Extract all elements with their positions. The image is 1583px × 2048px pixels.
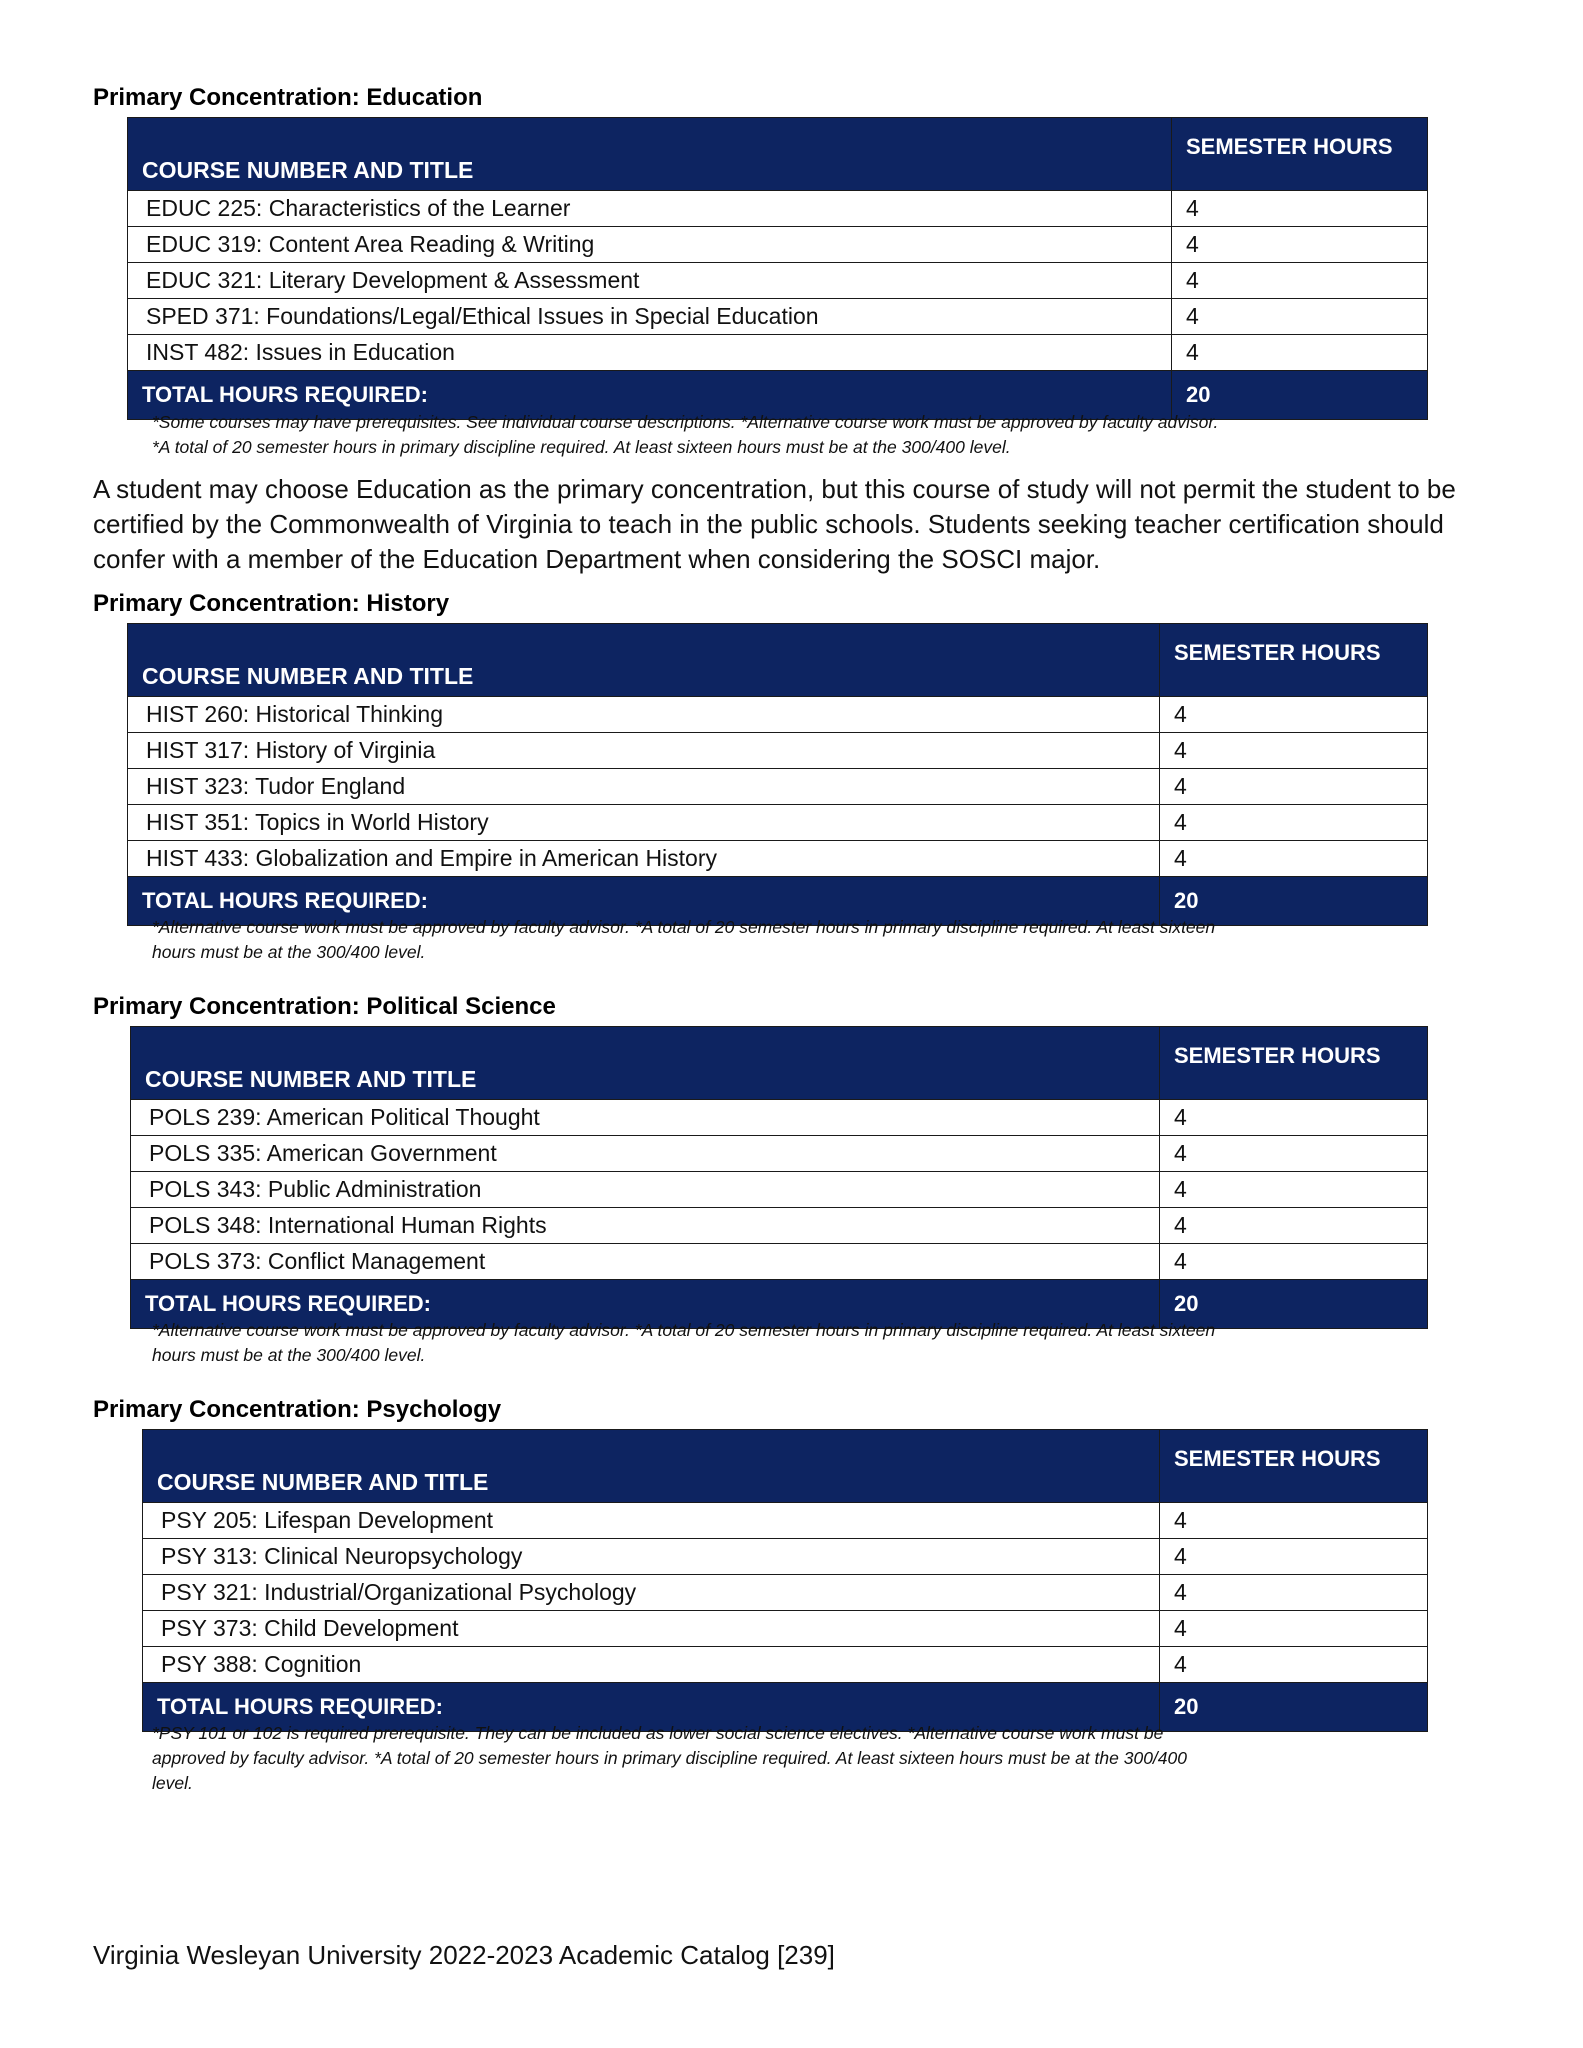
total-value: 20	[1160, 877, 1428, 926]
table-row	[128, 263, 1428, 299]
course-cell: HIST 260: Historical Thinking	[128, 697, 1160, 733]
hours-cell: 4	[1160, 841, 1428, 877]
total-value: 20	[1160, 1683, 1428, 1732]
table-row	[143, 1539, 1428, 1575]
table-row	[131, 1136, 1428, 1172]
column-header-hours: SEMESTER HOURS	[1160, 624, 1428, 697]
course-cell: EDUC 225: Characteristics of the Learner	[128, 191, 1172, 227]
hours-cell: 4	[1160, 1100, 1428, 1136]
table-row	[143, 1503, 1428, 1539]
total-label: TOTAL HOURS REQUIRED:	[131, 1280, 1160, 1329]
table-row	[128, 769, 1428, 805]
political-science-table-notes	[152, 1318, 1332, 1368]
course-cell: PSY 373: Child Development	[143, 1611, 1160, 1647]
history-table-notes	[152, 915, 1332, 965]
hours-cell: 4	[1172, 191, 1428, 227]
history-course-table	[127, 623, 1428, 926]
education-paragraph: A student may choose Education as the primary concentration, but this course of study will not permit the student to be certified by the Commonwealth of Virginia to teach in the public schools. Students seeking teacher certification should confer with a member of the Education Department when considering the SOSCI major.	[93, 474, 1456, 574]
section-heading-psychology: Primary Concentration: Psychology	[93, 1396, 502, 1423]
table-row	[128, 335, 1428, 371]
column-header-hours: SEMESTER HOURS	[1160, 1430, 1428, 1503]
table-row	[128, 191, 1428, 227]
hours-cell: 4	[1160, 1136, 1428, 1172]
course-cell: HIST 317: History of Virginia	[128, 733, 1160, 769]
total-label: TOTAL HOURS REQUIRED:	[128, 877, 1160, 926]
table-row	[143, 1647, 1428, 1683]
education-table-notes	[152, 410, 1332, 460]
hours-cell: 4	[1160, 1647, 1428, 1683]
hours-cell: 4	[1160, 1539, 1428, 1575]
course-cell: POLS 335: American Government	[131, 1136, 1160, 1172]
hours-cell: 4	[1160, 1244, 1428, 1280]
course-cell: PSY 313: Clinical Neuropsychology	[143, 1539, 1160, 1575]
psychology-table-notes	[152, 1721, 1332, 1796]
hours-cell: 4	[1160, 697, 1428, 733]
note-line: level.	[152, 1773, 193, 1793]
hours-cell: 4	[1160, 733, 1428, 769]
course-cell: POLS 239: American Political Thought	[131, 1100, 1160, 1136]
column-header-course: COURSE NUMBER AND TITLE	[128, 118, 1172, 191]
note-line: *PSY 101 or 102 is required prerequisite. They can be included as lower social science electives. *Alternative course work must be	[152, 1723, 1164, 1743]
table-header-row	[128, 118, 1428, 191]
hours-cell: 4	[1172, 299, 1428, 335]
note-line: *Alternative course work must be approved by faculty advisor. *A total of 20 semester hours in primary discipline required. At least sixteen	[152, 917, 1216, 937]
course-cell: HIST 351: Topics in World History	[128, 805, 1160, 841]
hours-cell: 4	[1172, 335, 1428, 371]
total-label: TOTAL HOURS REQUIRED:	[128, 371, 1172, 420]
psychology-course-table	[142, 1429, 1428, 1732]
note-line: hours must be at the 300/400 level.	[152, 1345, 426, 1365]
note-line: *Alternative course work must be approved by faculty advisor. *A total of 20 semester hours in primary discipline required. At least sixteen	[152, 1320, 1216, 1340]
table-row	[131, 1244, 1428, 1280]
section-heading-education: Primary Concentration: Education	[93, 84, 483, 111]
hours-cell: 4	[1160, 1611, 1428, 1647]
note-line: hours must be at the 300/400 level.	[152, 942, 426, 962]
table-row	[128, 805, 1428, 841]
hours-cell: 4	[1172, 227, 1428, 263]
course-cell: POLS 373: Conflict Management	[131, 1244, 1160, 1280]
table-header-row	[143, 1430, 1428, 1503]
column-header-hours: SEMESTER HOURS	[1172, 118, 1428, 191]
table-row	[128, 733, 1428, 769]
course-cell: SPED 371: Foundations/Legal/Ethical Issues in Special Education	[128, 299, 1172, 335]
table-row	[131, 1208, 1428, 1244]
total-label: TOTAL HOURS REQUIRED:	[143, 1683, 1160, 1732]
table-row	[128, 841, 1428, 877]
course-cell: EDUC 321: Literary Development & Assessment	[128, 263, 1172, 299]
section-heading-political-science: Primary Concentration: Political Science	[93, 993, 556, 1020]
page-footer: Virginia Wesleyan University 2022-2023 Academic Catalog [239]	[93, 1940, 835, 1970]
note-line: *A total of 20 semester hours in primary discipline required. At least sixteen hours must be at the 300/400 level.	[152, 437, 1011, 457]
course-cell: POLS 343: Public Administration	[131, 1172, 1160, 1208]
political-science-course-table	[130, 1026, 1428, 1329]
course-cell: EDUC 319: Content Area Reading & Writing	[128, 227, 1172, 263]
course-cell: HIST 323: Tudor England	[128, 769, 1160, 805]
table-row	[131, 1172, 1428, 1208]
hours-cell: 4	[1160, 1172, 1428, 1208]
hours-cell: 4	[1160, 1208, 1428, 1244]
column-header-course: COURSE NUMBER AND TITLE	[131, 1027, 1160, 1100]
column-header-course: COURSE NUMBER AND TITLE	[128, 624, 1160, 697]
table-row	[143, 1611, 1428, 1647]
table-row	[131, 1100, 1428, 1136]
course-cell: POLS 348: International Human Rights	[131, 1208, 1160, 1244]
hours-cell: 4	[1172, 263, 1428, 299]
course-cell: HIST 433: Globalization and Empire in American History	[128, 841, 1160, 877]
table-row	[128, 299, 1428, 335]
total-value: 20	[1172, 371, 1428, 420]
hours-cell: 4	[1160, 1575, 1428, 1611]
table-header-row	[131, 1027, 1428, 1100]
hours-cell: 4	[1160, 769, 1428, 805]
education-course-table	[127, 117, 1428, 420]
course-cell: PSY 321: Industrial/Organizational Psychology	[143, 1575, 1160, 1611]
course-cell: PSY 388: Cognition	[143, 1647, 1160, 1683]
hours-cell: 4	[1160, 1503, 1428, 1539]
table-row	[143, 1575, 1428, 1611]
table-row	[128, 697, 1428, 733]
note-line: *Some courses may have prerequisites. See individual course descriptions. *Alternative course work must be approved by faculty advisor.	[152, 412, 1219, 432]
column-header-hours: SEMESTER HOURS	[1160, 1027, 1428, 1100]
course-cell: PSY 205: Lifespan Development	[143, 1503, 1160, 1539]
column-header-course: COURSE NUMBER AND TITLE	[143, 1430, 1160, 1503]
course-cell: INST 482: Issues in Education	[128, 335, 1172, 371]
table-row	[128, 227, 1428, 263]
table-header-row	[128, 624, 1428, 697]
note-line: approved by faculty advisor. *A total of 20 semester hours in primary discipline required. At least sixteen hours must be at the 300/400	[152, 1748, 1187, 1768]
total-value: 20	[1160, 1280, 1428, 1329]
section-heading-history: Primary Concentration: History	[93, 590, 450, 617]
hours-cell: 4	[1160, 805, 1428, 841]
